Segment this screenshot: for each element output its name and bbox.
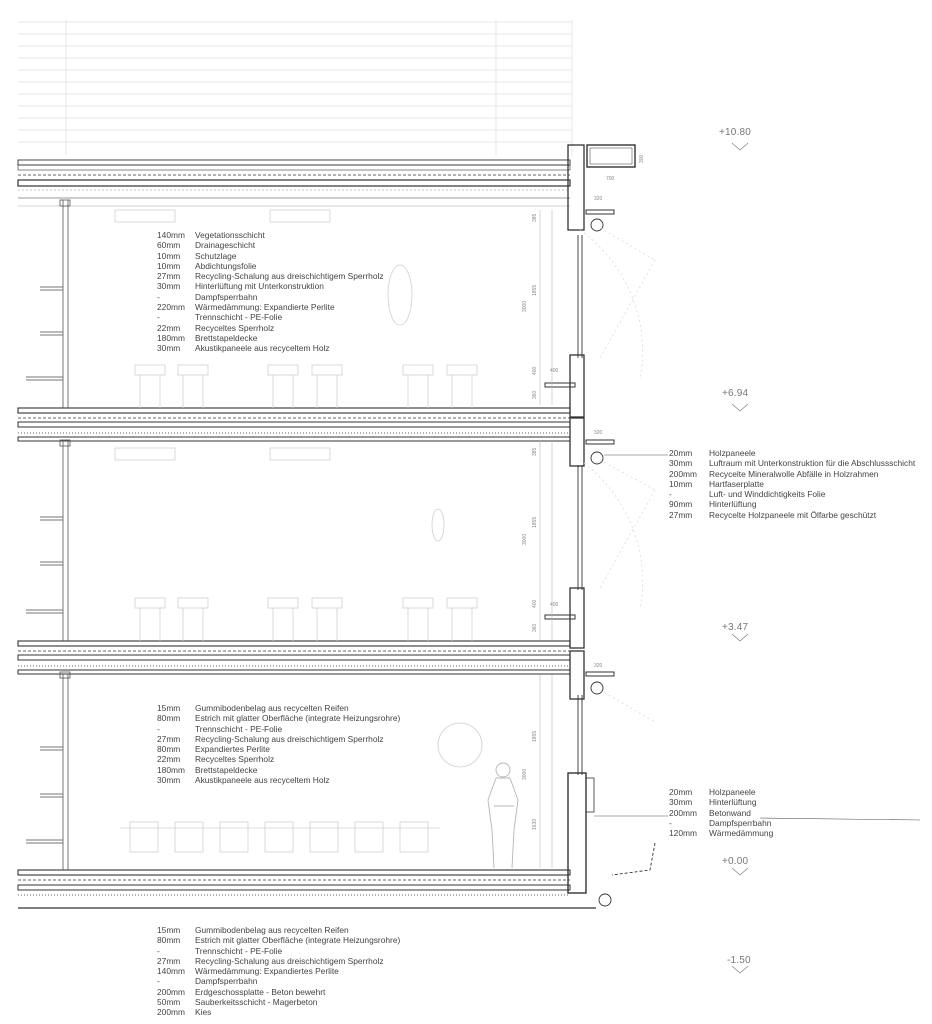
layer-description: Holzpaneele xyxy=(709,448,756,458)
layer-thickness: - xyxy=(157,945,160,956)
layer-thickness: 30mm xyxy=(669,797,693,808)
legend-row xyxy=(157,271,384,281)
dimension-lines xyxy=(540,210,552,868)
legend-row xyxy=(669,808,773,818)
legend-row xyxy=(157,966,400,976)
floor-slab-2 xyxy=(18,408,570,441)
layer-description: Hartfaserplatte xyxy=(709,478,764,489)
legend-roof-buildup xyxy=(157,230,384,354)
layer-description: Recycling-Schalung aus dreischichtigem Sperrholz xyxy=(195,955,384,966)
legend-row xyxy=(157,312,384,322)
legend-row xyxy=(157,935,400,945)
legend-floor-buildup xyxy=(157,703,400,785)
layer-thickness: - xyxy=(157,976,160,987)
dim-head-1: 320 xyxy=(594,663,603,669)
layer-description: Schutzlage xyxy=(195,250,237,261)
layer-description: Sauberkeitsschicht - Magerbeton xyxy=(195,997,318,1008)
layer-description: Recycling-Schalung aus dreischichtigem Sperrholz xyxy=(195,271,384,282)
layer-description: Luft- und Winddichtigkeits Folie xyxy=(709,489,826,500)
background-roof-structure xyxy=(18,20,572,155)
dim-floor-2: 3000 xyxy=(522,533,528,545)
layer-description: Wärmedämmung: Expandierte Perlite xyxy=(195,302,335,313)
elevation-basement: -1.50 xyxy=(727,955,751,966)
layer-thickness: 22mm xyxy=(157,754,181,765)
layer-description: Trennschicht - PE-Folie xyxy=(195,312,283,323)
dim-upstand-1: 360 xyxy=(532,623,538,632)
legend-row xyxy=(669,448,915,458)
layer-thickness: 80mm xyxy=(157,744,181,755)
layer-description: Akustikpaneele aus recyceltem Holz xyxy=(195,343,330,354)
layer-thickness: 140mm xyxy=(157,966,185,977)
layer-description: Dampfsperrbahn xyxy=(195,976,258,987)
legend-row xyxy=(669,818,773,828)
layer-thickness: 20mm xyxy=(669,787,693,797)
legend-row xyxy=(157,754,400,764)
dim-window-3: 1855 xyxy=(532,284,538,296)
layer-description: Hinterlüftung xyxy=(709,499,757,510)
layer-thickness: 15mm xyxy=(157,925,181,935)
layer-thickness: 27mm xyxy=(157,733,181,744)
legend-row xyxy=(157,333,384,343)
layer-thickness: - xyxy=(669,817,672,828)
layer-thickness: 10mm xyxy=(157,250,181,261)
legend-row xyxy=(157,302,384,312)
legend-row xyxy=(157,703,400,713)
layer-description: Estrich mit glatter Oberfläche (integrate Heizungsrohre) xyxy=(195,935,401,946)
legend-row xyxy=(669,479,915,489)
layer-description: Brettstapeldecke xyxy=(195,764,258,775)
door-swings xyxy=(580,228,655,722)
legend-upper-wall-buildup xyxy=(669,448,915,520)
legend-row xyxy=(669,797,773,807)
legend-row xyxy=(157,925,400,935)
layer-thickness: 80mm xyxy=(157,935,181,946)
layer-description: Wärmedämmung: Expandiertes Perlite xyxy=(195,966,339,977)
dim-head-3: 320 xyxy=(594,196,603,202)
shelves xyxy=(26,287,63,843)
dim-window-2: 1855 xyxy=(532,516,538,528)
layer-description: Betonwand xyxy=(709,807,751,818)
floor-slab-1 xyxy=(18,641,570,674)
layer-thickness: 30mm xyxy=(157,343,181,354)
layer-thickness: 10mm xyxy=(157,260,181,271)
layer-description: Holzpaneele xyxy=(709,787,756,797)
chairs-level-1 xyxy=(135,598,477,641)
elevation-roof: +10.80 xyxy=(719,127,752,138)
dim-lintel-2: 385 xyxy=(532,213,538,222)
layer-thickness: 200mm xyxy=(669,468,697,479)
layer-thickness: 220mm xyxy=(157,302,185,313)
legend-row xyxy=(157,292,384,302)
layer-description: Recycelte Mineralwolle Abfälle in Holzrahmen xyxy=(709,468,879,479)
layer-description: Recyceltes Sperrholz xyxy=(195,322,275,333)
dim-parapet-w: 700 xyxy=(606,176,615,182)
dim-window-1: 1855 xyxy=(532,730,538,742)
dim-sill-depth-1: 400 xyxy=(550,602,559,608)
layer-thickness: - xyxy=(157,312,160,323)
legend-row xyxy=(157,956,400,966)
layer-thickness: 20mm xyxy=(669,448,693,458)
legend-row xyxy=(669,458,915,468)
layer-thickness: 200mm xyxy=(669,807,697,818)
dim-upstand-2: 360 xyxy=(532,390,538,399)
legend-ground-slab-buildup xyxy=(157,925,400,1018)
legend-row xyxy=(157,775,400,785)
layer-thickness: 200mm xyxy=(157,986,185,997)
chairs-level-2 xyxy=(135,365,477,408)
layer-description: Brettstapeldecke xyxy=(195,332,258,343)
legend-row xyxy=(157,765,400,775)
chairs-ground xyxy=(120,822,440,852)
layer-thickness: 30mm xyxy=(157,281,181,292)
ground-slab xyxy=(18,870,596,908)
legend-row xyxy=(157,744,400,754)
legend-row xyxy=(157,230,384,240)
layer-description: Gummibodenbelag aus recycelten Reifen xyxy=(195,703,349,713)
legend-row xyxy=(669,469,915,479)
legend-row xyxy=(669,499,915,509)
dim-sill-depth-2: 400 xyxy=(550,368,559,374)
left-column xyxy=(60,200,70,870)
layer-description: Recyceltes Sperrholz xyxy=(195,754,275,765)
legend-row xyxy=(157,323,384,333)
layer-description: Erdgeschossplatte - Beton bewehrt xyxy=(195,986,326,997)
dim-floor-3: 3000 xyxy=(522,300,528,312)
elevation-markers xyxy=(732,143,748,973)
legend-row xyxy=(157,724,400,734)
layer-thickness: 30mm xyxy=(669,458,693,469)
layer-thickness: - xyxy=(157,723,160,734)
legend-row xyxy=(157,987,400,997)
layer-description: Luftraum mit Unterkonstruktion für die Abschlussschicht xyxy=(709,458,916,469)
layer-thickness: 30mm xyxy=(157,775,181,786)
layer-description: Dampfsperrbahn xyxy=(709,817,772,828)
layer-description: Wärmedämmung xyxy=(709,828,774,839)
layer-thickness: 180mm xyxy=(157,764,185,775)
layer-thickness: 22mm xyxy=(157,322,181,333)
layer-thickness: 200mm xyxy=(157,1007,185,1018)
dim-parapet-h: 300 xyxy=(639,154,645,163)
layer-description: Expandiertes Perlite xyxy=(195,744,270,755)
layer-description: Drainageschicht xyxy=(195,240,256,251)
legend-row xyxy=(669,510,915,520)
layer-thickness: 27mm xyxy=(157,955,181,966)
legend-row xyxy=(669,489,915,499)
layer-description: Hinterlüftung xyxy=(709,797,757,808)
dim-head-2: 320 xyxy=(594,430,603,436)
dim-sill-1: 400 xyxy=(532,599,538,608)
facade xyxy=(545,145,655,906)
legend-row xyxy=(669,828,773,838)
layer-thickness: 27mm xyxy=(157,271,181,282)
legend-row xyxy=(157,281,384,291)
legend-row xyxy=(157,946,400,956)
layer-thickness: 60mm xyxy=(157,240,181,251)
layer-description: Akustikpaneele aus recyceltem Holz xyxy=(195,775,330,786)
layer-thickness: 120mm xyxy=(669,828,697,839)
legend-row xyxy=(157,1007,400,1017)
layer-description: Recycelte Holzpaneele mit Ölfarbe geschützt xyxy=(709,509,877,520)
layer-thickness: 10mm xyxy=(669,478,693,489)
legend-row xyxy=(157,976,400,986)
dim-sill-2: 400 xyxy=(532,366,538,375)
layer-description: Vegetationsschicht xyxy=(195,230,265,240)
elevation-level-2: +6.94 xyxy=(722,388,749,399)
roof-slab xyxy=(18,160,570,206)
layer-description: Hinterlüftung mit Unterkonstruktion xyxy=(195,281,324,292)
legend-row xyxy=(669,787,773,797)
layer-thickness: 140mm xyxy=(157,230,185,240)
layer-thickness: - xyxy=(157,291,160,302)
legend-row xyxy=(157,997,400,1007)
layer-description: Estrich mit glatter Oberfläche (integrate Heizungsrohre) xyxy=(195,713,401,724)
layer-thickness: 50mm xyxy=(157,997,181,1008)
dim-ground-window: 1630 xyxy=(532,818,538,830)
dim-lintel-1: 385 xyxy=(532,447,538,456)
layer-thickness: - xyxy=(669,489,672,500)
layer-thickness: 90mm xyxy=(669,499,693,510)
legend-row xyxy=(157,261,384,271)
layer-description: Abdichtungsfolie xyxy=(195,260,257,271)
legend-row xyxy=(157,734,400,744)
legend-row xyxy=(157,713,400,723)
layer-thickness: 80mm xyxy=(157,713,181,724)
layer-thickness: 27mm xyxy=(669,509,693,520)
person-figure xyxy=(488,763,518,868)
layer-thickness: 180mm xyxy=(157,332,185,343)
legend-row xyxy=(157,251,384,261)
layer-description: Gummibodenbelag aus recycelten Reifen xyxy=(195,925,349,935)
legend-row xyxy=(157,343,384,353)
layer-description: Recycling-Schalung aus dreischichtigem Sperrholz xyxy=(195,733,384,744)
layer-description: Dampfsperrbahn xyxy=(195,291,258,302)
layer-thickness: 15mm xyxy=(157,703,181,713)
elevation-ground: +0.00 xyxy=(722,856,749,867)
elevation-level-1: +3.47 xyxy=(722,622,749,633)
layer-description: Kies xyxy=(195,1007,212,1018)
legend-base-wall-buildup xyxy=(669,787,773,838)
legend-row xyxy=(157,240,384,250)
dim-floor-1: 3000 xyxy=(522,768,528,780)
dimension-labels xyxy=(522,154,645,830)
layer-description: Trennschicht - PE-Folie xyxy=(195,723,283,734)
layer-description: Trennschicht - PE-Folie xyxy=(195,945,283,956)
